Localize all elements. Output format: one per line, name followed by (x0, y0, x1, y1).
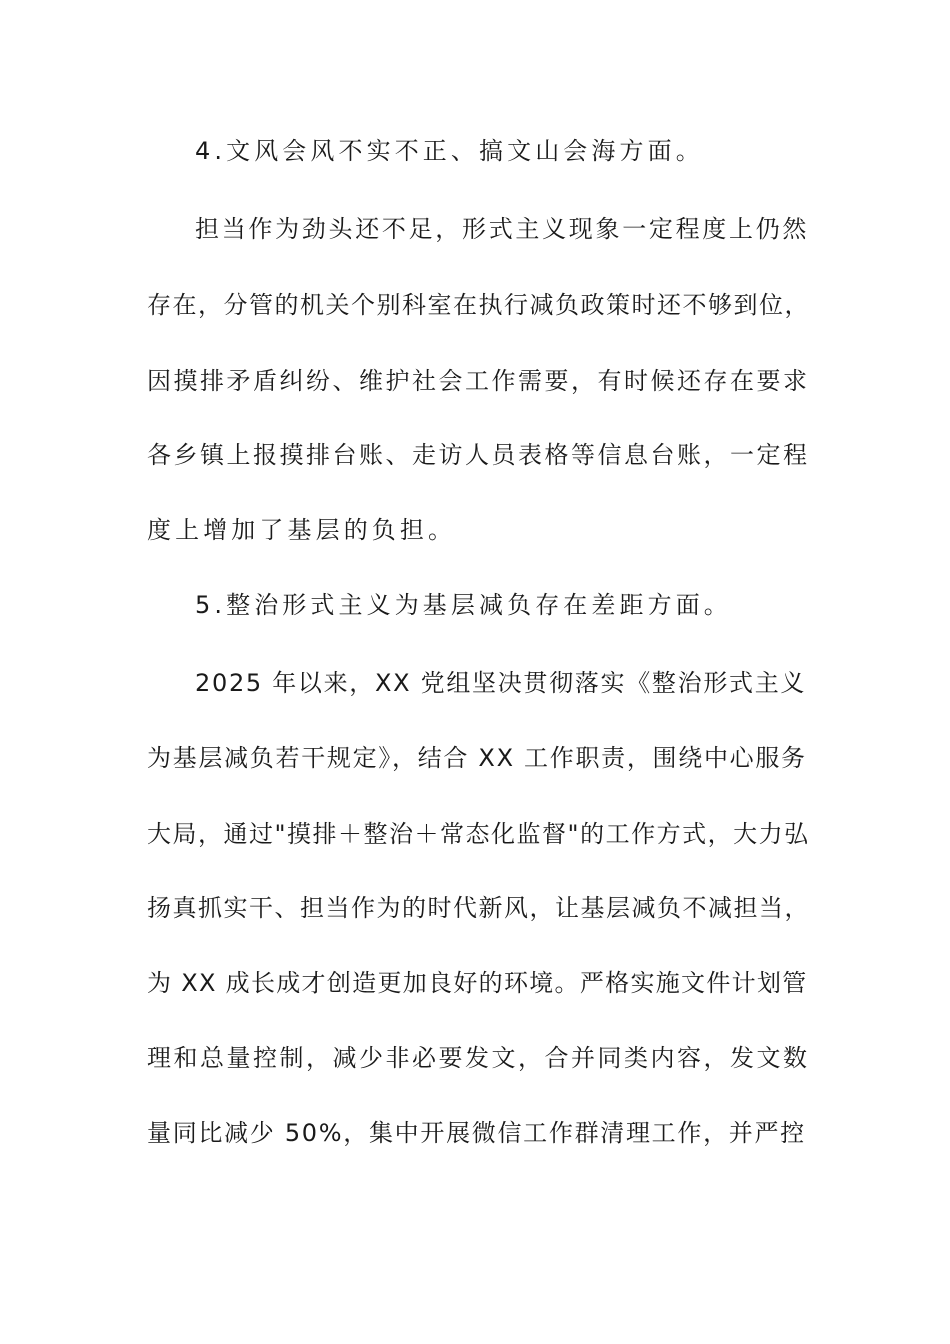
paragraph-line: 扬真抓实干、担当作为的时代新风，让基层减负不减担当， (147, 894, 810, 922)
paragraph-line: 度上增加了基层的负担。 (147, 516, 457, 544)
paragraph-line: 担当作为劲头还不足，形式主义现象一定程度上仍然 (195, 215, 810, 243)
paragraph-line: 为基层减负若干规定》，结合 XX 工作职责，围绕中心服务 (147, 744, 807, 772)
heading-item-5: 5.整治形式主义为基层减负存在差距方面。 (195, 591, 732, 619)
paragraph-line: 理和总量控制，减少非必要发文，合并同类内容，发文数 (147, 1044, 810, 1072)
paragraph-line: 因摸排矛盾纠纷、维护社会工作需要，有时候还存在要求 (147, 367, 810, 395)
paragraph-line: 为 XX 成长成才创造更加良好的环境。严格实施文件计划管 (147, 969, 808, 997)
paragraph-line: 存在，分管的机关个别科室在执行减负政策时还不够到位， (147, 291, 810, 319)
paragraph-line: 2025 年以来，XX 党组坚决贯彻落实《整治形式主义 (195, 669, 807, 697)
paragraph-line: 各乡镇上报摸排台账、走访人员表格等信息台账，一定程 (147, 441, 810, 469)
heading-item-4: 4.文风会风不实不正、搞文山会海方面。 (195, 137, 704, 165)
paragraph-line: 大局，通过"摸排＋整治＋常态化监督"的工作方式，大力弘 (147, 820, 810, 848)
paragraph-line: 量同比减少 50%，集中开展微信工作群清理工作，并严控 (147, 1119, 806, 1147)
